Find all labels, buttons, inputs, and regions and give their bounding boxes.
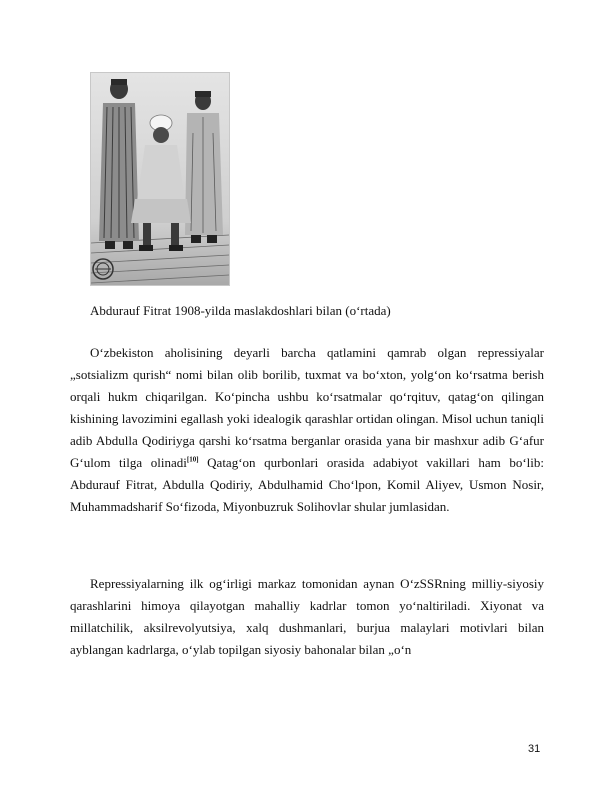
paragraph-text-before-ref: O‘zbekiston aholisining deyarli barcha qatlamini qamrab olgan repressiyalar „sotsializm qurish“ nomi bilan olib borilib, tuxmat va bo‘xton, yolg‘on ko‘rsatma berish orqali hukm chiqarilgan. Ko‘pincha ushbu ko‘rsatmalar qo‘rqituv, qatag‘on qilingan kishining lavozimini egallash yoki idealogik qarashlar ortidan olingan. Misol uchun taniqli adib Abdulla Qodiriyga qarshi ko‘rsatma berganlar orasida yana bir mashxur adib G‘afur G‘ulom tilga olinadi [70,345,544,470]
paragraph-local-cadres: Repressiyalarning ilk og‘irligi markaz tomonidan aynan O‘zSSRning milliy-siyosiy qarashlarini himoya qilayotgan mahalliy kadrlar tomon yo‘naltiriladi. Xiyonat va millatchilik, aksilrevolyutsiya, xalq dushmanlari, burjua malaylari motivlari bilan ayblangan kadrlarga, o‘ylab topilgan siyosiy bahonalar bilan „o‘n [70,576,544,657]
figure-caption: Abdurauf Fitrat 1908-yilda maslakdoshlari bilan (o‘rtada) [90,303,391,318]
paragraph-text-after-ref: Qatag‘on qurbonlari orasida adabiyot vakillari ham bo‘lib: Abdurauf Fitrat, Abdulla Qodiriy, Abdulhamid Cho‘lpon, Komil Aliyev, Usmon Nosir, Muhammadsharif So‘fizoda, Miyonbuzruk Solihovlar shular jumlasidan. [70,455,544,514]
historical-photo [90,72,230,286]
reference-marker[interactable]: [10] [186,455,199,464]
page-number: 31 [528,743,541,755]
paragraph-repressions [70,342,544,518]
